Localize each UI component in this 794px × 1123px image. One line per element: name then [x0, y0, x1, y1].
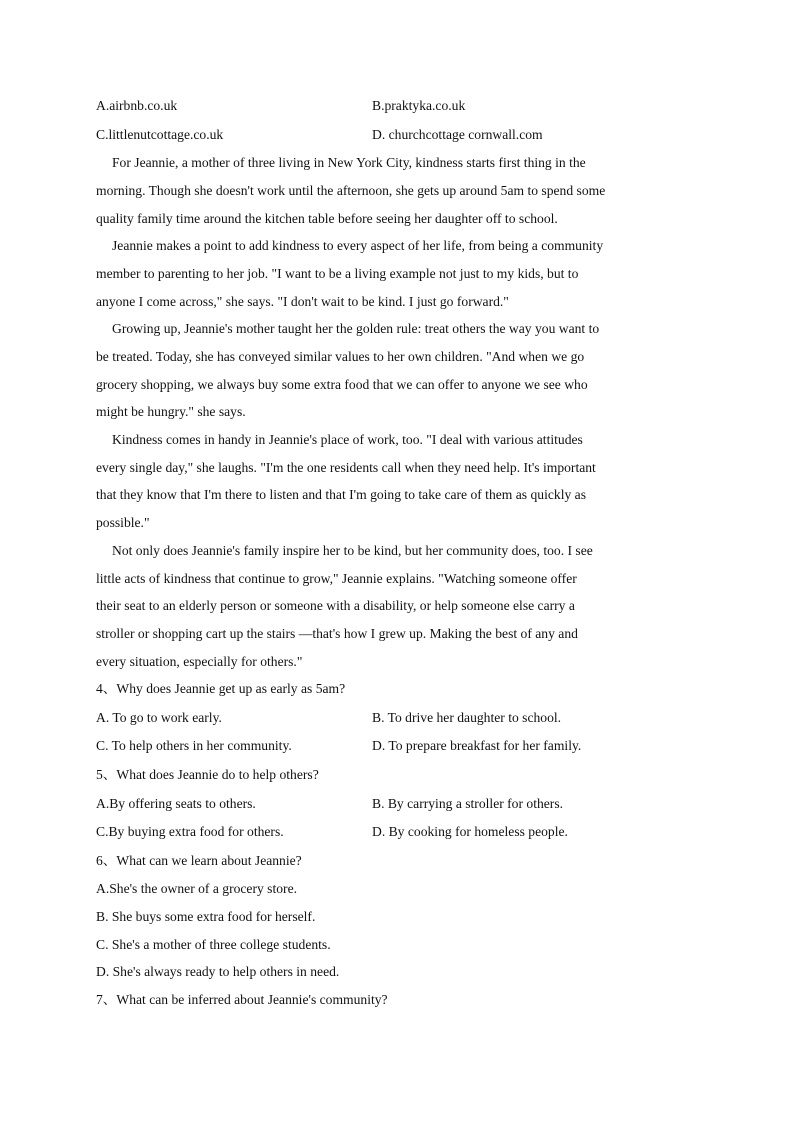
passage-line: every situation, especially for others.": [96, 653, 303, 669]
passage-line: member to parenting to her job. "I want to be a living example not just to my kids, but to: [96, 265, 579, 281]
option-row: [96, 790, 706, 819]
passage-line: stroller or shopping cart up the stairs —that's how I grew up. Making the best of any and: [96, 625, 578, 641]
passage-line: little acts of kindness that continue to grow," Jeannie explains. "Watching someone offer: [96, 570, 577, 586]
option-d[interactable]: D. She's always ready to help others in need.: [96, 964, 340, 980]
passage-line: Kindness comes in handy in Jeannie's place of work, too. "I deal with various attitudes: [112, 432, 583, 448]
option-b[interactable]: B. To drive her daughter to school.: [372, 709, 562, 725]
passage-line: quality family time around the kitchen table before seeing her daughter off to school.: [96, 210, 558, 226]
passage-line: that they know that I'm there to listen and that I'm going to take care of them as quickly as: [96, 487, 586, 503]
option-c[interactable]: C.By buying extra food for others.: [96, 824, 284, 840]
passage-paragraph: [96, 315, 706, 426]
passage-paragraph: [96, 537, 706, 675]
option-c[interactable]: C. To help others in her community.: [96, 738, 292, 754]
option-row: [96, 818, 706, 847]
passage-line: their seat to an elderly person or someone with a disability, or help someone else carry a: [96, 598, 575, 614]
option-a[interactable]: A.By offering seats to others.: [96, 795, 256, 811]
question-stem: 7、What can be inferred about Jeannie's community?: [96, 992, 388, 1008]
passage-line: might be hungry." she says.: [96, 404, 246, 420]
passage-line: be treated. Today, she has conveyed similar values to her own children. "And when we go: [96, 349, 585, 364]
prev-options-row-2: [96, 121, 706, 150]
question-block: [96, 761, 706, 847]
question-block: [96, 675, 706, 761]
question-stem: 5、What does Jeannie do to help others?: [96, 767, 319, 783]
passage-paragraph: [96, 232, 706, 315]
prev-option-a: A.airbnb.co.uk: [96, 98, 178, 113]
question-stem: 4、Why does Jeannie get up as early as 5am?: [96, 681, 346, 697]
passage-line: possible.": [96, 515, 150, 531]
question-stem: 6、What can we learn about Jeannie?: [96, 852, 302, 868]
passage-line: Growing up, Jeannie's mother taught her the golden rule: treat others the way you want to: [112, 321, 600, 337]
option-a[interactable]: A.She's the owner of a grocery store.: [96, 881, 298, 897]
passage-line: Not only does Jeannie's family inspire her to be kind, but her community does, too. I see: [112, 542, 593, 558]
document-page: [96, 92, 706, 1015]
passage-paragraph: [96, 149, 706, 232]
question-block: [96, 986, 706, 1015]
option-b[interactable]: B. By carrying a stroller for others.: [372, 795, 564, 811]
option-row: [96, 704, 706, 733]
passage-line: For Jeannie, a mother of three living in New York City, kindness starts first thing in the: [112, 155, 586, 171]
option-d[interactable]: D. By cooking for homeless people.: [372, 824, 568, 840]
prev-option-d: D. churchcottage cornwall.com: [372, 126, 543, 142]
option-d[interactable]: D. To prepare breakfast for her family.: [372, 738, 582, 754]
option-c[interactable]: C. She's a mother of three college students.: [96, 936, 331, 952]
option-row: [96, 732, 706, 761]
passage-line: Jeannie makes a point to add kindness to every aspect of her life, from being a community: [112, 238, 604, 254]
passage-line: grocery shopping, we always buy some extra food that we can offer to anyone we see who: [96, 376, 588, 392]
passage-line: every single day," she laughs. "I'm the one residents call when they need help. It's important: [96, 459, 596, 475]
passage-line: anyone I come across," she says. "I don't wait to be kind. I just go forward.": [96, 293, 509, 309]
prev-option-c: C.littlenutcottage.co.uk: [96, 126, 224, 142]
passage-paragraph: [96, 426, 706, 537]
option-b[interactable]: B. She buys some extra food for herself.: [96, 909, 316, 925]
option-a[interactable]: A. To go to work early.: [96, 709, 222, 725]
prev-option-b: B.praktyka.co.uk: [372, 98, 466, 113]
passage-line: morning. Though she doesn't work until the afternoon, she gets up around 5am to spend some: [96, 182, 606, 198]
question-block: [96, 847, 706, 986]
prev-options-row-1: [96, 92, 706, 121]
